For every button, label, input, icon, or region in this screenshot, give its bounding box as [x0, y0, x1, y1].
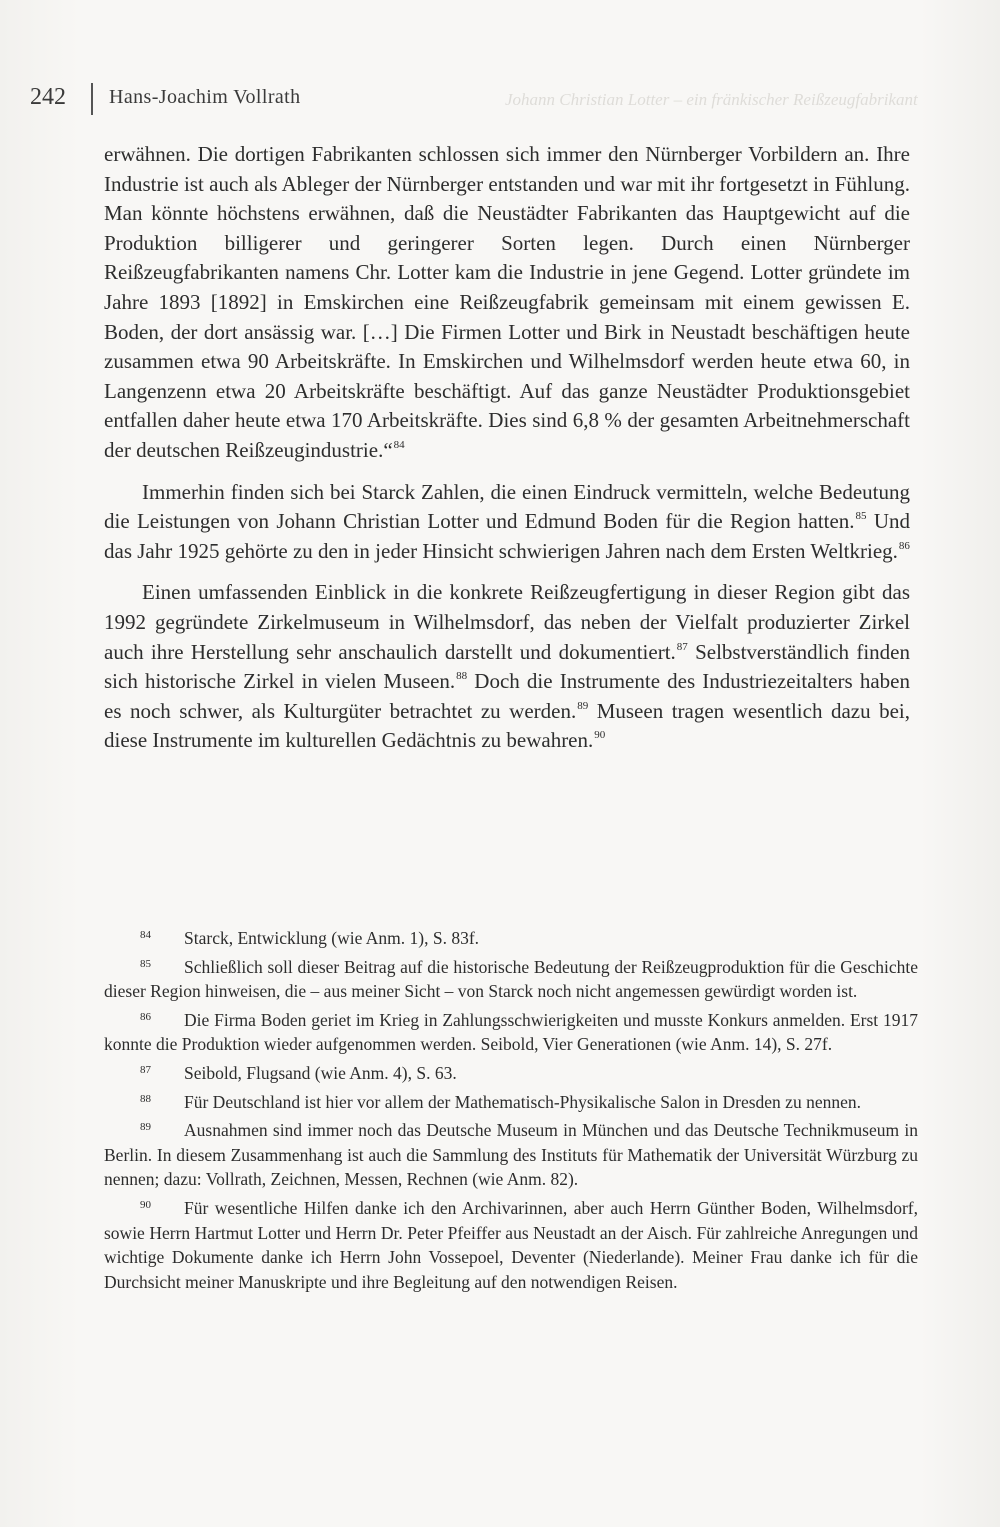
paragraph-quote-continuation: erwähnen. Die dortigen Fabrikanten schlossen sich immer den Nürnberger Vorbildern an. Ihre Industrie ist auch als Ableger der Nürnberger entstanden und war mit ihr fortgesetzt in Fühlung. Man könnte höchstens erwähnen, daß die Neustädter Fabrikanten das Hauptgewicht auf die Produktion billigerer und geringerer Sorten legen. Durch einen Nürnberger Reißzeugfabrikanten namens Chr. Lotter kam die Industrie in jene Gegend. Lotter gründete im Jahre 1893 [1892] in Emskirchen eine Reißzeugfabrik gemeinsam mit einem gewissen E. Boden, der dort ansässig war. […] Die Firmen Lotter und Birk in Neustadt beschäftigen heute zusammen etwa 90 Arbeitskräfte. In Emskirchen und Wilhelmsdorf werden heute etwa 60, in Langenzenn etwa 20 Arbeitskräfte beschäftigt. Auf das ganze Neustädter Produktionsgebiet entfallen daher heute etwa 170 Arbeitskräfte. Dies sind 6,8 % der gesamten Arbeitnehmerschaft der deutschen Reißzeugindustrie.“$^{84}$	[104, 142, 910, 462]
footnote: 86 Die Firma Boden geriet im Krieg in Zahlungsschwierigkeiten und musste Konkurs anmelden. Erst 1917 konnte die Produktion wieder aufgenommen werden. Seibold, Vier Generationen (wie Anm. 14), S. 27f.	[104, 1009, 918, 1055]
footnote-text: Seibold, Flugsand (wie Anm. 4), S. 63.	[184, 1062, 457, 1083]
footnotes	[104, 926, 918, 1298]
footnote: 84 Starck, Entwicklung (wie Anm. 1), S. 83f.	[140, 928, 480, 948]
footnote-text: Für Deutschland ist hier vor allem der Mathematisch-Physikalische Salon in Dresden zu nennen.	[184, 1091, 861, 1112]
main-text	[104, 140, 910, 768]
footnote-text: Die Firma Boden geriet im Krieg in Zahlungsschwierigkeiten und musste Konkurs anmelden. Erst 1917 konnte die Produktion wieder aufgenommen werden. Seibold, Vier Generationen (wie Anm. 14), S. 27f.	[104, 1009, 918, 1055]
bleed-through-running-title: Johann Christian Lotter – ein fränkischer Reißzeugfabrikant	[505, 90, 918, 109]
footnote-text: Für wesentliche Hilfen danke ich den Archivarinnen, aber auch Herrn Günther Boden, Wilhelmsdorf, sowie Herrn Hartmut Lotter und Herrn Dr. Peter Pfeiffer aus Neustadt an der Aisch. Für zahlreiche Anregungen und wichtige Dokumente danke ich Herrn John Vossepoel, Deventer (Niederlande). Meiner Frau danke ich für die Durchsicht meiner Manuskripte und ihre Begleitung auf den notwendigen Reisen.	[104, 1197, 918, 1292]
footnote: 89 Ausnahmen sind immer noch das Deutsche Museum in München und das Deutsche Technikmuseum in Berlin. In diesem Zusammenhang ist auch die Sammlung des Instituts für Mathematik der Universität Würzburg zu nennen; dazu: Vollrath, Zeichnen, Messen, Rechnen (wie Anm. 82).	[104, 1120, 918, 1190]
footnote-ref: 89	[577, 699, 589, 712]
footnote-text: Ausnahmen sind immer noch das Deutsche Museum in München und das Deutsche Technikmuseum in Berlin. In diesem Zusammenhang ist auch die Sammlung des Instituts für Mathematik der Universität Würzburg zu nennen; dazu: Vollrath, Zeichnen, Messen, Rechnen (wie Anm. 82).	[104, 1120, 918, 1190]
footnote: 88 Für Deutschland ist hier vor allem der Mathematisch-Physikalische Salon in Dresden zu nennen.	[140, 1091, 861, 1112]
footnote-ref: 85	[855, 510, 867, 523]
footnote: 90 Für wesentliche Hilfen danke ich den Archivarinnen, aber auch Herrn Günther Boden, Wilhelmsdorf, sowie Herrn Hartmut Lotter und Herrn Dr. Peter Pfeiffer aus Neustadt an der Aisch. Für zahlreiche Anregungen und wichtige Dokumente danke ich Herrn John Vossepoel, Deventer (Niederlande). Meiner Frau danke ich für die Durchsicht meiner Manuskripte und ihre Begleitung auf den notwendigen Reisen.	[104, 1197, 918, 1292]
paragraph-starck: Immerhin finden sich bei Starck Zahlen, die einen Eindruck vermitteln, welche Bedeutung die Leistungen von Johann Christian Lotter und Edmund Boden für die Region hatten.$^{85}$ Und das Jahr 1925 gehörte zu den in jeder Hinsicht schwierigen Jahren nach dem Ersten Weltkrieg.$^{86}$	[104, 479, 910, 563]
footnote-ref: 86	[898, 539, 910, 552]
footnote-ref: 88	[456, 670, 468, 683]
footnote: 87 Seibold, Flugsand (wie Anm. 4), S. 63.	[140, 1062, 457, 1083]
header-divider	[91, 83, 93, 115]
running-header	[25, 80, 985, 120]
footnote-ref: 84	[393, 438, 405, 451]
footnote-text: Starck, Entwicklung (wie Anm. 1), S. 83f.	[184, 928, 480, 948]
footnote-ref: 90	[594, 729, 606, 742]
paragraph-zirkelmuseum: Einen umfassenden Einblick in die konkrete Reißzeugfertigung in dieser Region gibt das 1992 gegründete Zirkelmuseum in Wilhelmsdorf, das neben der Vielfalt produzierter Zirkel auch ihre Herstellung sehr anschaulich darstellt und dokumentiert.$^{87}$ Selbstverständlich finden sich historische Zirkel in vielen Museen.$^{88}$ Doch die Instrumente des Industriezeitalters haben es noch schwer, als Kulturgüter betrachtet zu werden.$^{89}$ Museen tragen wesentlich dazu bei, diese Instrumente im kulturellen Gedächtnis zu bewahren.$^{90}$	[104, 580, 911, 753]
footnote: 85 Schließlich soll dieser Beitrag auf die historische Bedeutung der Reißzeugproduktion für die Geschichte dieser Region hinweisen, die – aus meiner Sicht – von Starck noch nicht angemessen gewürdigt worden ist.	[104, 956, 918, 1002]
footnote-ref: 87	[676, 640, 688, 653]
footnote-text: Schließlich soll dieser Beitrag auf die historische Bedeutung der Reißzeugproduktion für die Geschichte dieser Region hinweisen, die – aus meiner Sicht – von Starck noch nicht angemessen gewürdigt worden ist.	[104, 956, 918, 1002]
page-number: 242	[30, 84, 66, 110]
running-author: Hans-Joachim Vollrath	[109, 86, 301, 108]
